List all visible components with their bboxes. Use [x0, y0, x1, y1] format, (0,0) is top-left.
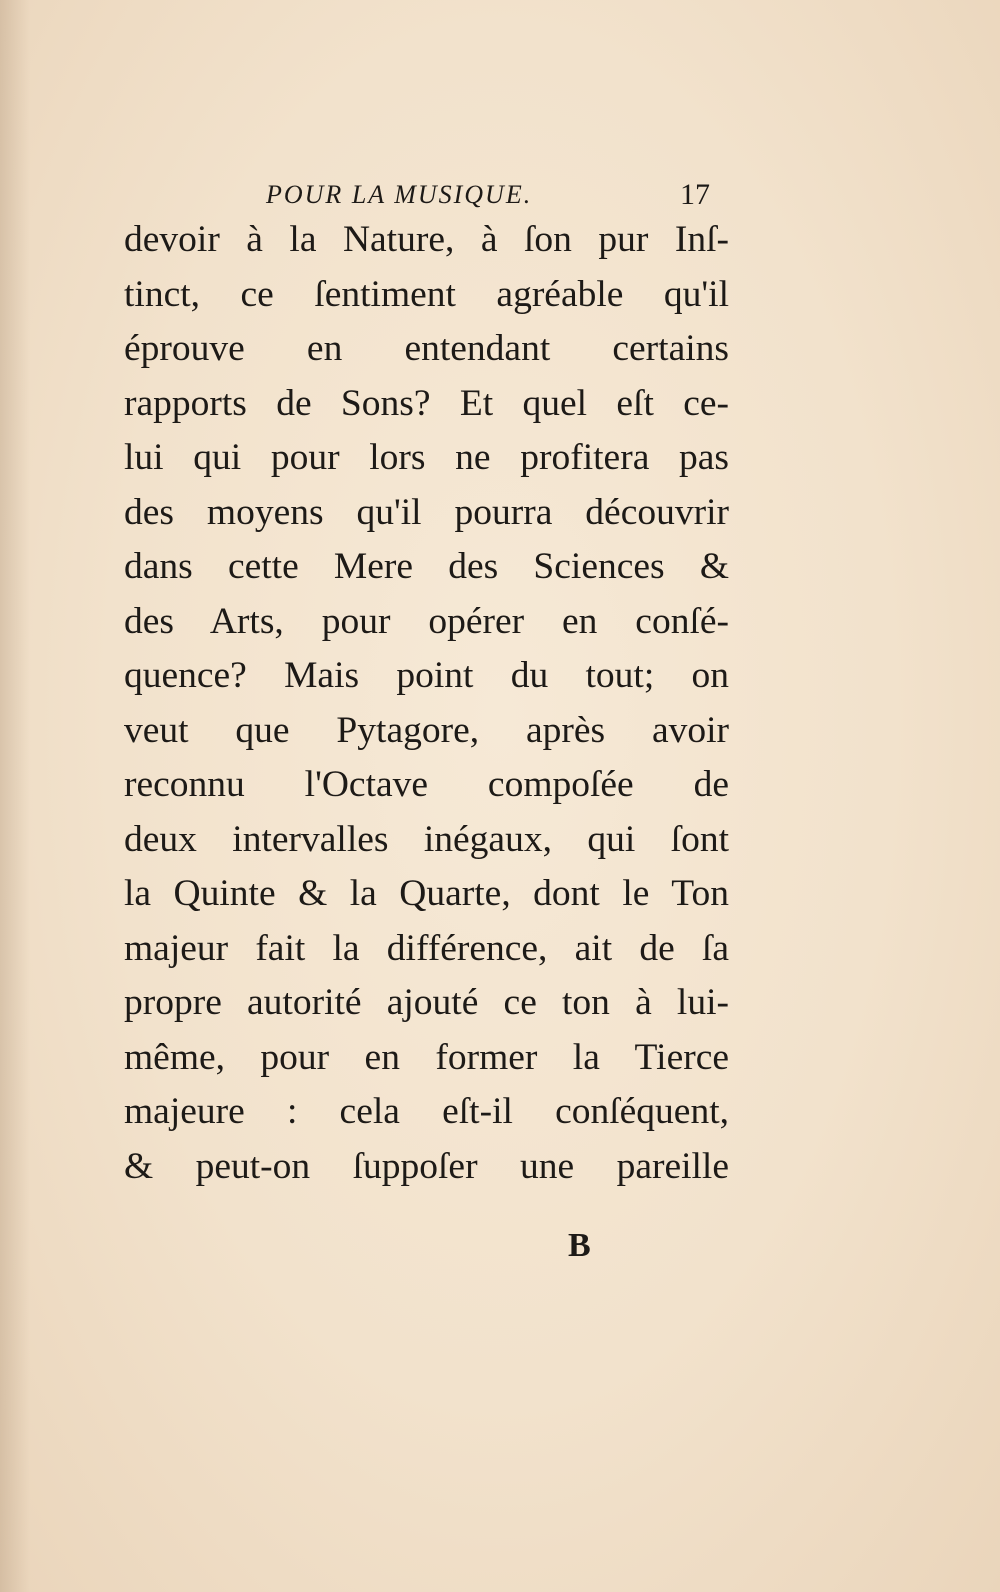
text-line: quence? Mais point du tout; on	[124, 655, 729, 696]
text-line: & peut-on ſuppoſer une pareille	[124, 1145, 729, 1187]
text-line: des moyens qu'il pourra découvrir	[124, 491, 729, 533]
page-number: 17	[680, 178, 710, 211]
text-line: reconnu l'Octave compoſée de	[124, 764, 729, 805]
text-line: devoir à la Nature, à ſon pur Inſ-	[124, 219, 729, 260]
text-line: veut que Pytagore, après avoir	[124, 709, 729, 751]
text-line: même, pour en former la Tierce	[124, 1036, 729, 1078]
text-line: des Arts, pour opérer en conſé-	[124, 600, 729, 642]
text-line: tinct, ce ſentiment agréable qu'il	[124, 273, 729, 315]
text-line: rapports de Sons? Et quel eſt ce-	[124, 382, 729, 424]
text-line: majeur fait la différence, ait de ſa	[124, 927, 729, 969]
text-line: lui qui pour lors ne profitera pas	[124, 437, 729, 478]
text-line: dans cette Mere des Sciences &	[124, 546, 729, 587]
running-head: POUR LA MUSIQUE.	[266, 180, 533, 209]
body-text	[124, 213, 729, 1194]
text-line: propre autorité ajouté ce ton à lui-	[124, 982, 729, 1023]
text-line: majeure : cela eſt-il conſéquent,	[124, 1091, 729, 1132]
text-line: éprouve en entendant certains	[124, 328, 729, 369]
gutter-shadow	[0, 0, 30, 1592]
text-line: deux intervalles inégaux, qui ſont	[124, 818, 729, 860]
text-line: la Quinte & la Quarte, dont le Ton	[124, 873, 729, 914]
signature-mark: B	[568, 1227, 591, 1264]
